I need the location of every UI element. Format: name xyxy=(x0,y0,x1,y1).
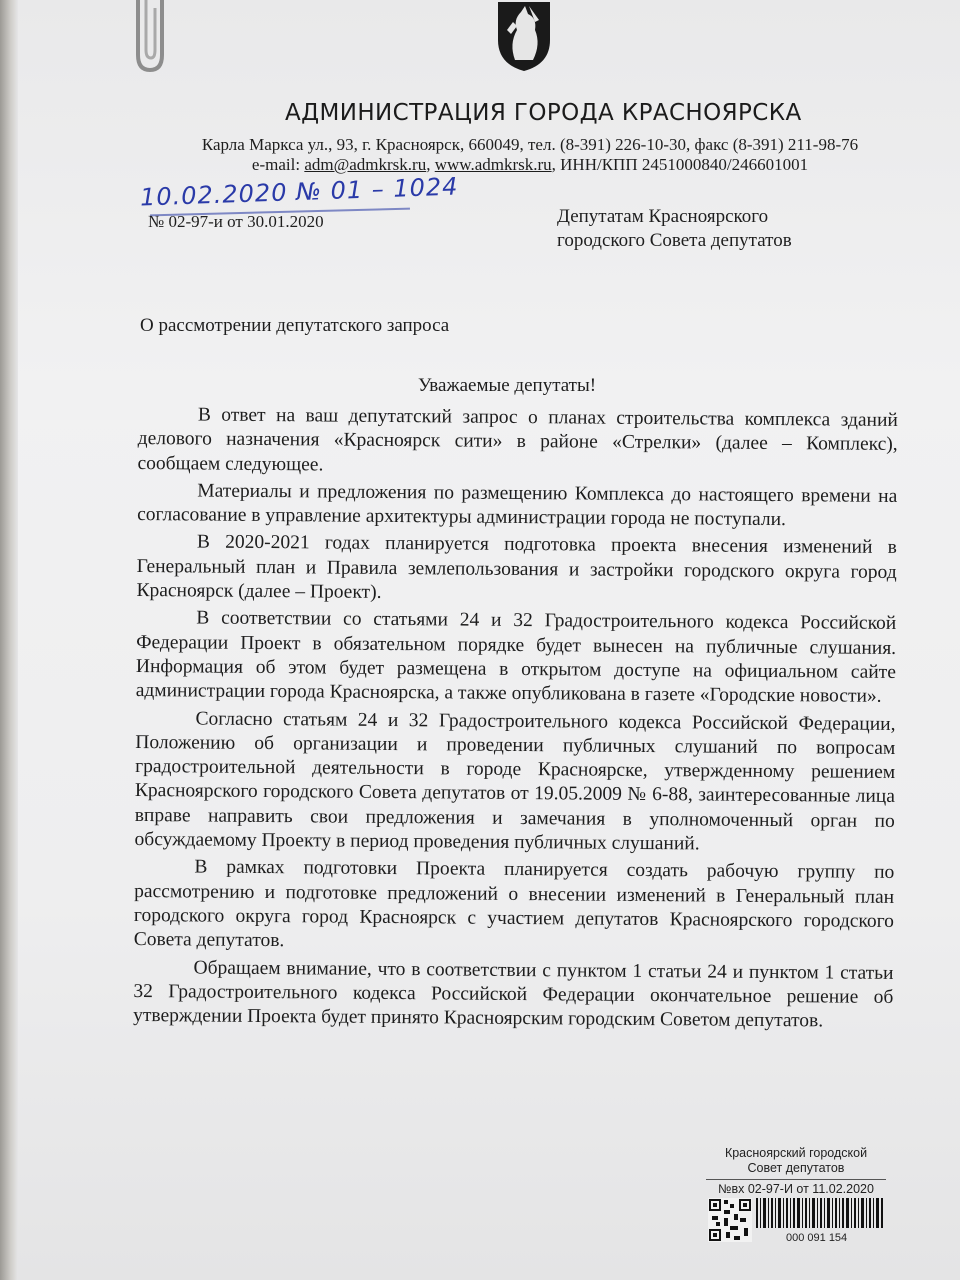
contact-block xyxy=(160,135,900,175)
barcode-number: 000 091 154 xyxy=(786,1232,848,1244)
stamp-organization xyxy=(706,1146,886,1176)
paragraph: В 2020-2021 годах планируется подготовка проекта внесения изменений в Генеральный план и Правила землепользования и застройки городского округа город Красноярск (далее – Проект). xyxy=(136,531,897,603)
recipient-line-1: Депутатам Красноярского xyxy=(557,206,769,227)
city-coat-of-arms-icon xyxy=(495,0,553,72)
paragraph: В соответствии со статьями 24 и 32 Градостроительного кодекса Российской Федерации Проект в обязательном порядке будет вынесен на публичные слушания. Информация об этом будет размещена в открытом доступе на официальном сайте администрации города Красноярска, а также опубликована в газете «Городские новости». xyxy=(135,607,897,708)
letter-body xyxy=(133,403,898,1037)
paper-shadow-edge xyxy=(0,0,18,1280)
paragraph: В рамках подготовки Проекта планируется создать рабочую группу по рассмотрению и подготовке предложений о внесении изменений в Генеральный план городского округа город Красноярск с участием депутатов Красноярского городского Совета депутатов. xyxy=(133,856,895,952)
paragraph: Материалы и предложения по размещению Комплекса до настоящего времени на согласование в управление архитектуры администрации города не поступали. xyxy=(137,480,898,531)
letter-greeting: Уважаемые депутаты! xyxy=(418,375,597,396)
organization-title: АДМИНИСТРАЦИЯ ГОРОДА КРАСНОЯРСКА xyxy=(285,100,802,126)
email-label: e-mail: xyxy=(251,155,305,174)
email-link[interactable]: adm@admkrsk.ru xyxy=(304,155,427,174)
recipient-line-2: городского Совета депутатов xyxy=(557,230,792,251)
stamp-registration-number: №вх 02-97-И от 11.02.2020 xyxy=(718,1182,874,1196)
handwritten-registration: 10.02.2020 № 01 – 1024 xyxy=(139,172,459,212)
paragraph: Согласно статьям 24 и 32 Градостроительного кодекса Российской Федерации, Положению об организации и проведении публичных слушаний по вопросам градостроительной деятельности в городе Красноярске, утвержденному решением Красноярского городского Совета депутатов от 19.05.2009 № 6-88, заинтересованные лица вправе направить свои предложения и замечания в уполномоченный орган по обсуждаемому Проекту в период проведения публичных слушаний. xyxy=(134,708,896,855)
recipient-block xyxy=(557,205,792,253)
email-web-line: e-mail: adm@admkrsk.ru, www.admkrsk.ru, ИНН/КПП 2451000840/246601001 xyxy=(251,155,809,174)
qr-code-icon xyxy=(708,1198,752,1242)
paragraph: В ответ на ваш депутатский запрос о планах строительства комплекса зданий делового назначения «Красноярск сити» в районе «Стрелки» (далее – Комплекс), сообщаем следующее. xyxy=(137,404,898,476)
paragraph: Обращаем внимание, что в соответствии с пунктом 1 статьи 24 и пунктом 1 статьи 32 Градостроительного кодекса Российской Федерации окончательное решение об утверждении Проекта будет принято Красноярским городским Советом депутатов. xyxy=(133,956,894,1032)
inn-kpp: , ИНН/КПП 2451000840/246601001 xyxy=(551,155,809,174)
stamp-org-line-1: Красноярский городской xyxy=(724,1146,868,1160)
website-link[interactable]: www.admkrsk.ru xyxy=(434,155,552,174)
paperclip-icon xyxy=(118,0,178,75)
address-line: Карла Маркса ул., 93, г. Красноярск, 660049, тел. (8-391) 226-10-30, факс (8-391) 211-98-76 xyxy=(201,135,859,154)
stamp-divider xyxy=(706,1179,886,1180)
registration-stamp xyxy=(706,1146,886,1250)
reference-number: № 02-97-и от 30.01.2020 xyxy=(148,212,324,231)
letter-subject: О рассмотрении депутатского запроса xyxy=(140,315,450,336)
barcode-icon xyxy=(756,1198,884,1228)
stamp-org-line-2: Совет депутатов xyxy=(747,1161,845,1175)
